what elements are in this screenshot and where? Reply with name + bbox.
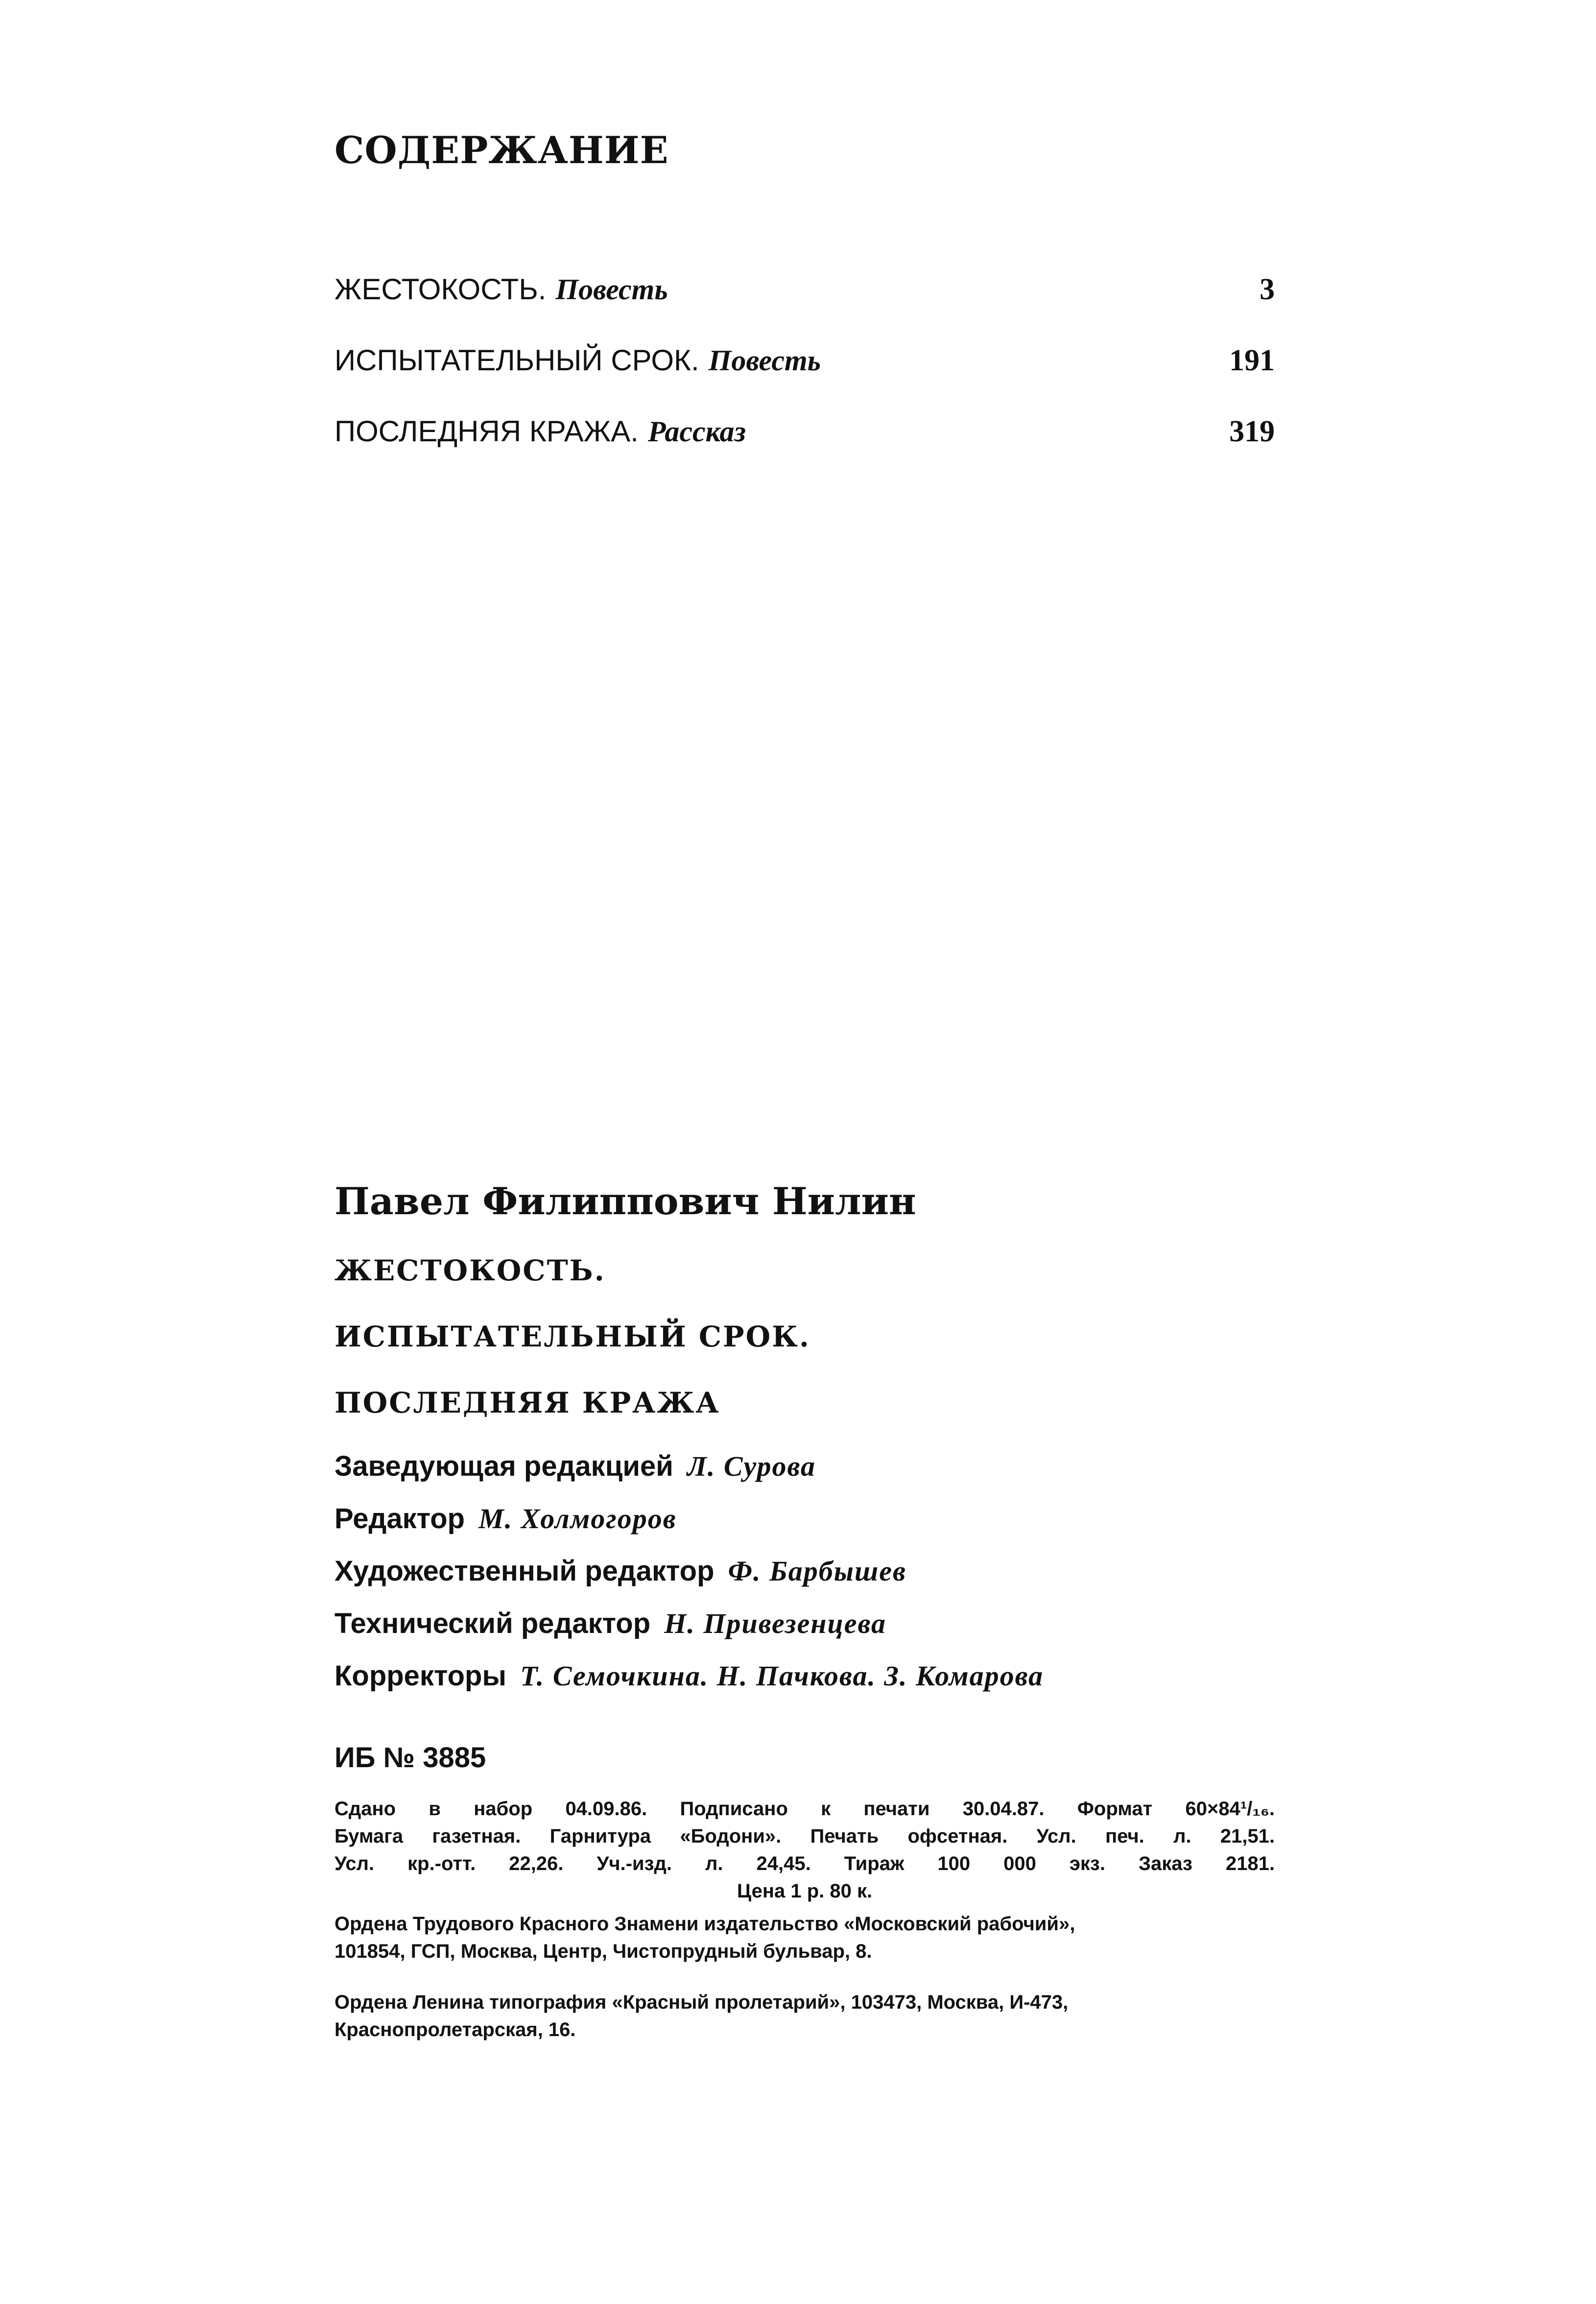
toc-entry-text	[334, 272, 668, 307]
staff-role: Заведующая редакцией	[334, 1450, 673, 1482]
toc-genre: Повесть	[555, 273, 668, 306]
toc-entry	[334, 343, 1275, 414]
toc-entry	[334, 272, 1275, 343]
toc-title: ЖЕСТОКОСТЬ.	[334, 273, 547, 306]
publisher-line: Ордена Трудового Красного Знамени издательство «Московский рабочий»,	[334, 1913, 1075, 1935]
staff-row	[334, 1555, 1275, 1607]
toc-page-number: 319	[1229, 415, 1275, 448]
staff-name: Л. Сурова	[687, 1450, 816, 1482]
staff-name: Т. Семочкина. Н. Пачкова. З. Комарова	[520, 1660, 1044, 1692]
staff-role: Редактор	[334, 1503, 465, 1535]
printer-line: Ордена Ленина типография «Красный пролетарий», 103473, Москва, И-473,	[334, 1992, 1069, 2013]
work-title: ЖЕСТОКОСТЬ.	[334, 1254, 606, 1287]
toc-entry	[334, 414, 1275, 485]
table-of-contents	[334, 272, 1275, 485]
technical-details	[334, 1795, 1275, 1905]
technical-line: Бумага газетная. Гарнитура «Бодони». Печать офсетная. Усл. печ. л. 21,51.	[334, 1825, 1275, 1847]
toc-page-number: 3	[1260, 273, 1275, 306]
staff-name: Н. Привезенцева	[664, 1608, 887, 1639]
price: Цена 1 р. 80 к.	[737, 1880, 873, 1902]
toc-genre: Рассказ	[647, 415, 746, 448]
works-list	[334, 1254, 1275, 1452]
staff-role: Корректоры	[334, 1660, 507, 1692]
staff-name: Ф. Барбышев	[728, 1555, 906, 1587]
toc-entry-text	[334, 343, 821, 378]
staff-row	[334, 1607, 1275, 1659]
staff-role: Художественный редактор	[334, 1555, 715, 1587]
editorial-staff	[334, 1450, 1275, 1712]
toc-title: ПОСЛЕДНЯЯ КРАЖА.	[334, 415, 639, 448]
staff-row	[334, 1659, 1275, 1712]
staff-row	[334, 1502, 1275, 1555]
contents-heading: СОДЕРЖАНИЕ	[334, 128, 669, 172]
technical-line: Усл. кр.-отт. 22,26. Уч.-изд. л. 24,45. Тираж 100 000 экз. Заказ 2181.	[334, 1853, 1275, 1874]
author-name: Павел Филиппович Нилин	[334, 1179, 916, 1223]
publisher-info	[334, 1910, 1275, 1965]
printer-line: Краснопролетарская, 16.	[334, 2019, 576, 2040]
toc-page-number: 191	[1229, 344, 1275, 377]
ib-number: ИБ № 3885	[334, 1742, 486, 1774]
staff-row	[334, 1450, 1275, 1502]
toc-title: ИСПЫТАТЕЛЬНЫЙ СРОК.	[334, 344, 699, 377]
publisher-line: 101854, ГСП, Москва, Центр, Чистопрудный бульвар, 8.	[334, 1941, 872, 1962]
printer-info	[334, 1989, 1275, 2043]
work-title: ПОСЛЕДНЯЯ КРАЖА	[334, 1386, 720, 1419]
toc-genre: Повесть	[708, 344, 821, 377]
toc-entry-text	[334, 414, 746, 449]
technical-line: Сдано в набор 04.09.86. Подписано к печати 30.04.87. Формат 60×84¹/₁₆.	[334, 1798, 1275, 1820]
staff-role: Технический редактор	[334, 1608, 651, 1639]
work-title: ИСПЫТАТЕЛЬНЫЙ СРОК.	[334, 1320, 811, 1353]
staff-name: М. Холмогоров	[478, 1503, 677, 1535]
